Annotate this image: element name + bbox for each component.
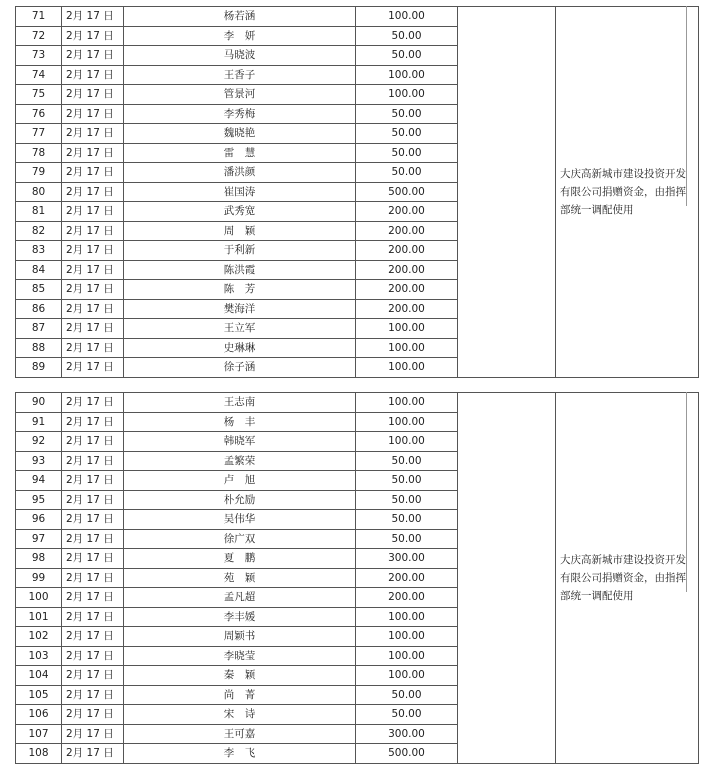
donation-amount: 200.00 [356, 241, 458, 261]
donation-amount: 500.00 [356, 744, 458, 764]
row-date: 2月 17 日 [62, 221, 124, 241]
donor-name: 王可嘉 [124, 724, 356, 744]
row-date: 2月 17 日 [62, 338, 124, 358]
row-date: 2月 17 日 [62, 705, 124, 725]
row-number: 97 [16, 529, 62, 549]
row-number: 95 [16, 490, 62, 510]
donor-name: 李 妍 [124, 26, 356, 46]
donation-amount: 200.00 [356, 260, 458, 280]
row-date: 2月 17 日 [62, 260, 124, 280]
donor-name: 李晓莹 [124, 646, 356, 666]
donation-amount: 200.00 [356, 588, 458, 608]
row-date: 2月 17 日 [62, 280, 124, 300]
row-number: 101 [16, 607, 62, 627]
donation-amount: 100.00 [356, 627, 458, 647]
empty-column-cell [458, 393, 556, 764]
donation-amount: 50.00 [356, 705, 458, 725]
row-number: 72 [16, 26, 62, 46]
donor-name: 杨若涵 [124, 7, 356, 27]
donor-name: 雷 慧 [124, 143, 356, 163]
row-number: 81 [16, 202, 62, 222]
donation-table-1-body [16, 7, 699, 378]
donation-amount: 200.00 [356, 568, 458, 588]
donation-amount: 100.00 [356, 432, 458, 452]
row-number: 105 [16, 685, 62, 705]
donation-table-2-body [16, 393, 699, 764]
row-date: 2月 17 日 [62, 646, 124, 666]
row-date: 2月 17 日 [62, 124, 124, 144]
donation-amount: 200.00 [356, 299, 458, 319]
donation-amount: 50.00 [356, 529, 458, 549]
row-number: 86 [16, 299, 62, 319]
row-date: 2月 17 日 [62, 588, 124, 608]
row-date: 2月 17 日 [62, 358, 124, 378]
page-edge-line [686, 392, 687, 592]
row-date: 2月 17 日 [62, 143, 124, 163]
row-number: 96 [16, 510, 62, 530]
row-date: 2月 17 日 [62, 202, 124, 222]
row-number: 74 [16, 65, 62, 85]
row-date: 2月 17 日 [62, 46, 124, 66]
row-date: 2月 17 日 [62, 182, 124, 202]
donation-amount: 50.00 [356, 163, 458, 183]
donor-name: 孟繁荣 [124, 451, 356, 471]
donation-amount: 100.00 [356, 85, 458, 105]
donation-table-2 [15, 392, 699, 764]
donation-amount: 500.00 [356, 182, 458, 202]
donation-amount: 50.00 [356, 143, 458, 163]
row-date: 2月 17 日 [62, 724, 124, 744]
donor-name: 吴伟华 [124, 510, 356, 530]
row-date: 2月 17 日 [62, 319, 124, 339]
donor-name: 王香子 [124, 65, 356, 85]
donor-name: 夏 鹏 [124, 549, 356, 569]
remark-note: 大庆高新城市建设投资开发有限公司捐赠资金，由指挥部统一调配使用 [556, 7, 699, 378]
row-date: 2月 17 日 [62, 26, 124, 46]
row-number: 76 [16, 104, 62, 124]
donation-amount: 100.00 [356, 358, 458, 378]
donation-amount: 200.00 [356, 221, 458, 241]
donor-name: 周 颖 [124, 221, 356, 241]
row-date: 2月 17 日 [62, 451, 124, 471]
donor-name: 宋 诗 [124, 705, 356, 725]
row-number: 90 [16, 393, 62, 413]
row-number: 77 [16, 124, 62, 144]
row-number: 84 [16, 260, 62, 280]
donation-amount: 200.00 [356, 280, 458, 300]
donation-amount: 50.00 [356, 451, 458, 471]
donation-amount: 200.00 [356, 202, 458, 222]
empty-column-cell [458, 7, 556, 378]
row-number: 100 [16, 588, 62, 608]
table-row [16, 7, 699, 27]
row-date: 2月 17 日 [62, 432, 124, 452]
donation-amount: 300.00 [356, 724, 458, 744]
row-date: 2月 17 日 [62, 241, 124, 261]
row-date: 2月 17 日 [62, 685, 124, 705]
row-date: 2月 17 日 [62, 510, 124, 530]
row-date: 2月 17 日 [62, 104, 124, 124]
row-date: 2月 17 日 [62, 549, 124, 569]
table-row [16, 393, 699, 413]
row-date: 2月 17 日 [62, 490, 124, 510]
donor-name: 周颖书 [124, 627, 356, 647]
row-number: 82 [16, 221, 62, 241]
row-number: 79 [16, 163, 62, 183]
donor-name: 樊海洋 [124, 299, 356, 319]
donor-name: 陈洪霞 [124, 260, 356, 280]
row-number: 98 [16, 549, 62, 569]
row-number: 103 [16, 646, 62, 666]
donor-name: 孟凡超 [124, 588, 356, 608]
row-date: 2月 17 日 [62, 744, 124, 764]
donation-amount: 50.00 [356, 26, 458, 46]
donation-amount: 100.00 [356, 393, 458, 413]
donor-name: 李秀梅 [124, 104, 356, 124]
row-number: 107 [16, 724, 62, 744]
row-date: 2月 17 日 [62, 412, 124, 432]
row-number: 102 [16, 627, 62, 647]
donation-amount: 100.00 [356, 319, 458, 339]
row-number: 104 [16, 666, 62, 686]
row-date: 2月 17 日 [62, 471, 124, 491]
row-date: 2月 17 日 [62, 393, 124, 413]
row-number: 85 [16, 280, 62, 300]
donation-amount: 100.00 [356, 65, 458, 85]
donation-amount: 50.00 [356, 46, 458, 66]
row-date: 2月 17 日 [62, 627, 124, 647]
donor-name: 王立军 [124, 319, 356, 339]
row-number: 106 [16, 705, 62, 725]
donation-amount: 100.00 [356, 7, 458, 27]
donation-table-1 [15, 6, 699, 378]
row-date: 2月 17 日 [62, 568, 124, 588]
row-date: 2月 17 日 [62, 666, 124, 686]
donation-amount: 100.00 [356, 607, 458, 627]
donation-amount: 100.00 [356, 666, 458, 686]
donor-name: 尚 菁 [124, 685, 356, 705]
donor-name: 秦 颖 [124, 666, 356, 686]
donor-name: 卢 旭 [124, 471, 356, 491]
row-number: 91 [16, 412, 62, 432]
donor-name: 潘洪颜 [124, 163, 356, 183]
donor-name: 朴允励 [124, 490, 356, 510]
donor-name: 魏晓艳 [124, 124, 356, 144]
donor-name: 管景河 [124, 85, 356, 105]
donor-name: 李丰媛 [124, 607, 356, 627]
donation-amount: 300.00 [356, 549, 458, 569]
donation-amount: 100.00 [356, 412, 458, 432]
donor-name: 徐子涵 [124, 358, 356, 378]
donor-name: 武秀宽 [124, 202, 356, 222]
donor-name: 徐广双 [124, 529, 356, 549]
row-number: 80 [16, 182, 62, 202]
row-number: 83 [16, 241, 62, 261]
donor-name: 苑 颖 [124, 568, 356, 588]
donation-amount: 100.00 [356, 646, 458, 666]
row-number: 73 [16, 46, 62, 66]
row-number: 108 [16, 744, 62, 764]
donor-name: 韩晓军 [124, 432, 356, 452]
row-date: 2月 17 日 [62, 607, 124, 627]
remark-note: 大庆高新城市建设投资开发有限公司捐赠资金，由指挥部统一调配使用 [556, 393, 699, 764]
donation-amount: 50.00 [356, 685, 458, 705]
donor-name: 陈 芳 [124, 280, 356, 300]
donor-name: 史琳琳 [124, 338, 356, 358]
donor-name: 杨 丰 [124, 412, 356, 432]
donor-name: 于利新 [124, 241, 356, 261]
row-date: 2月 17 日 [62, 85, 124, 105]
donor-name: 崔国涛 [124, 182, 356, 202]
row-date: 2月 17 日 [62, 7, 124, 27]
row-number: 94 [16, 471, 62, 491]
row-number: 99 [16, 568, 62, 588]
donor-name: 王志南 [124, 393, 356, 413]
donation-amount: 50.00 [356, 471, 458, 491]
donation-amount: 50.00 [356, 490, 458, 510]
page-edge-line [686, 6, 687, 206]
donation-amount: 50.00 [356, 510, 458, 530]
row-date: 2月 17 日 [62, 163, 124, 183]
row-date: 2月 17 日 [62, 65, 124, 85]
donation-amount: 50.00 [356, 124, 458, 144]
donation-amount: 50.00 [356, 104, 458, 124]
donor-name: 李 飞 [124, 744, 356, 764]
donation-amount: 100.00 [356, 338, 458, 358]
row-number: 92 [16, 432, 62, 452]
row-date: 2月 17 日 [62, 529, 124, 549]
row-number: 71 [16, 7, 62, 27]
donor-name: 马晓波 [124, 46, 356, 66]
row-number: 93 [16, 451, 62, 471]
row-number: 75 [16, 85, 62, 105]
row-number: 88 [16, 338, 62, 358]
row-number: 78 [16, 143, 62, 163]
row-date: 2月 17 日 [62, 299, 124, 319]
row-number: 89 [16, 358, 62, 378]
row-number: 87 [16, 319, 62, 339]
